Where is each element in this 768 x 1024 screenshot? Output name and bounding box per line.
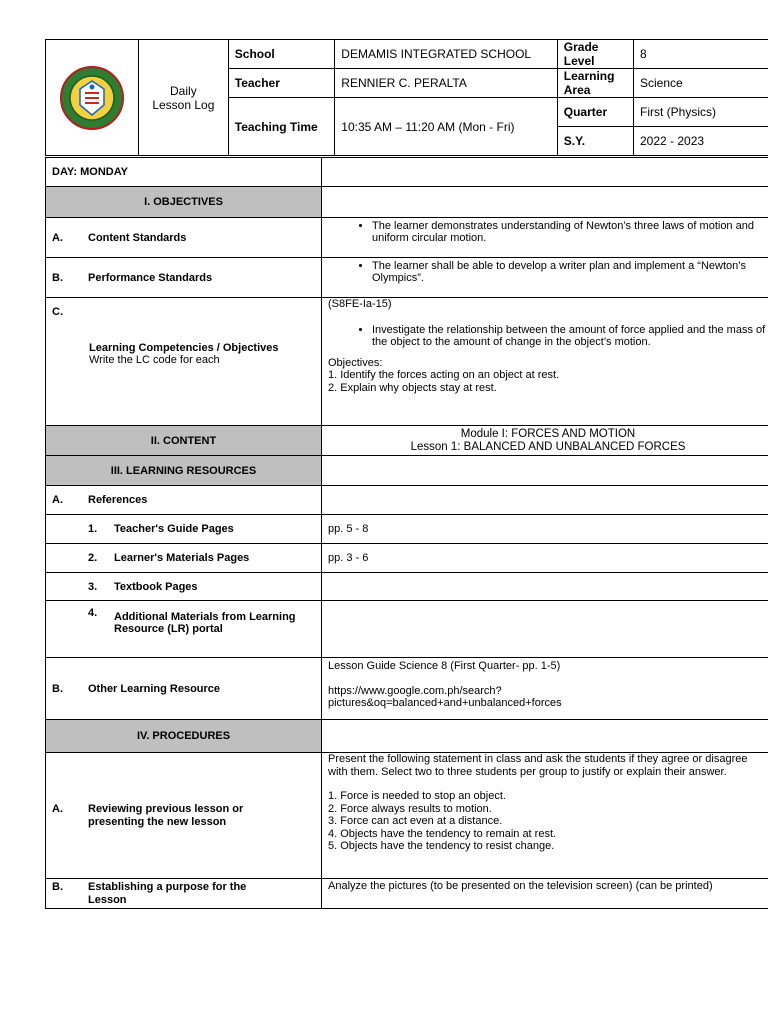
objectives-heading: I. OBJECTIVES	[46, 187, 322, 218]
competencies-sublabel: Write the LC code for each	[89, 354, 220, 366]
establishing-purpose-text: Analyze the pictures (to be presented on the television screen) (can be printed)	[322, 879, 768, 909]
textbook-pages-label-cell: 3. Textbook Pages	[46, 573, 322, 601]
review-intro: Present the following statement in class and ask the students if they agree or disagree with them. Select two to three students per group to justify or explain their answer.	[328, 753, 748, 778]
additional-materials-empty-cell	[322, 601, 768, 658]
list-item: 5. Objects have the tendency to resist change.	[328, 840, 555, 852]
teachers-guide-value: pp. 5 - 8	[322, 515, 768, 544]
additional-materials-label-cell: 4. Additional Materials from Learning Resource (LR) portal	[46, 601, 322, 658]
day-empty-cell	[322, 158, 768, 187]
establishing-purpose-label: Establishing a purpose for the	[88, 881, 247, 893]
resource-url-line2: pictures&oq=balanced+and+unbalanced+forces	[328, 697, 562, 709]
competencies-label-cell: C. Learning Competencies / Objectives Write the LC code for each	[46, 298, 322, 426]
content-heading: II. CONTENT	[46, 426, 322, 456]
performance-standards-text: • The learner shall be able to develop a writer plan and implement a “Newton’s Olympics”.	[372, 260, 768, 284]
textbook-pages-label: Textbook Pages	[114, 580, 198, 593]
competencies-label: Learning Competencies / Objectives	[89, 342, 279, 354]
teachers-guide-label-cell: 1. Teacher's Guide Pages	[46, 515, 322, 544]
content-standards-label-cell: A. Content Standards	[46, 218, 322, 258]
references-label: References	[88, 494, 148, 506]
school-logo-cell	[46, 40, 139, 156]
learning-area-value: Science	[634, 69, 768, 98]
school-value: DEMAMIS INTEGRATED SCHOOL	[335, 40, 557, 69]
day-label: DAY: MONDAY	[46, 158, 322, 187]
school-seal-logo	[59, 65, 125, 131]
competency-bullet: • Investigate the relationship between the amount of force applied and the mass of the object to the amount of change in the object’s motion.	[372, 324, 768, 348]
teacher-label: Teacher	[228, 69, 335, 98]
learning-resources-heading: III. LEARNING RESOURCES	[46, 456, 322, 486]
grade-level-value: 8	[634, 40, 768, 69]
teaching-time-label: Teaching Time	[228, 98, 335, 156]
learning-resources-empty-cell	[322, 456, 768, 486]
header-table	[45, 39, 768, 156]
learning-area-label: Learning Area	[557, 69, 633, 98]
other-resource-label: Other Learning Resource	[88, 682, 221, 695]
teachers-guide-label: Teacher's Guide Pages	[114, 523, 234, 535]
textbook-pages-empty-cell	[322, 573, 768, 601]
list-item: 3. Force can act even at a distance.	[328, 815, 503, 827]
objective-1: 1. Identify the forces acting on an object at rest.	[328, 369, 560, 381]
review-items-list	[328, 790, 768, 853]
resource-url-line1: https://www.google.com.ph/search?	[328, 684, 502, 697]
content-text-cell	[322, 426, 768, 456]
review-lesson-text-cell	[322, 753, 768, 879]
performance-standards-text-cell	[322, 258, 768, 298]
content-standards-text-cell	[322, 218, 768, 258]
school-label: School	[228, 40, 335, 69]
review-lesson-label-cell: A. Reviewing previous lesson or presenting the new lesson	[46, 753, 322, 879]
list-item: 1. Force is needed to stop an object.	[328, 790, 506, 802]
grade-level-label: Grade Level	[557, 40, 633, 69]
lc-code: (S8FE-Ia-15)	[328, 298, 392, 310]
lesson-log-table	[45, 157, 768, 909]
sy-label: S.Y.	[557, 127, 633, 156]
content-standards-label: Content Standards	[88, 231, 187, 244]
sy-value: 2022 - 2023	[634, 127, 768, 156]
objective-2: 2. Explain why objects stay at rest.	[328, 381, 497, 394]
learners-materials-label: Learner's Materials Pages	[114, 552, 250, 564]
procedures-empty-cell	[322, 720, 768, 753]
other-resource-text-cell	[322, 658, 768, 720]
references-label-cell: A. References	[46, 486, 322, 515]
teacher-value: RENNIER C. PERALTA	[335, 69, 557, 98]
teaching-time-value: 10:35 AM – 11:20 AM (Mon - Fri)	[335, 98, 557, 156]
module-title: Module I: FORCES AND MOTION	[460, 428, 636, 440]
other-resource-label-cell: B. Other Learning Resource	[46, 658, 322, 720]
lesson-guide-ref: Lesson Guide Science 8 (First Quarter- pp. 1-5)	[328, 660, 561, 672]
quarter-label: Quarter	[557, 98, 633, 127]
additional-materials-label: Additional Materials from Learning	[114, 611, 296, 623]
quarter-value: First (Physics)	[634, 98, 768, 127]
competencies-text-cell	[322, 298, 768, 426]
performance-standards-label: Performance Standards	[88, 271, 213, 284]
learners-materials-label-cell: 2. Learner's Materials Pages	[46, 544, 322, 573]
list-item: 4. Objects have the tendency to remain at rest.	[328, 827, 557, 840]
references-empty-cell	[322, 486, 768, 515]
objectives-title: Objectives:	[328, 356, 383, 369]
list-item: 2. Force always results to motion.	[328, 802, 492, 815]
objectives-empty-cell	[322, 187, 768, 218]
content-standards-text: • The learner demonstrates understanding of Newton’s three laws of motion and uniform circular motion.	[372, 220, 768, 244]
review-lesson-label: Reviewing previous lesson or	[88, 803, 244, 815]
procedures-heading: IV. PROCEDURES	[46, 720, 322, 753]
daily-lesson-log-title: Daily Lesson Log	[138, 40, 228, 156]
establishing-purpose-label-cell: B. Establishing a purpose for the Lesson	[46, 879, 322, 909]
performance-standards-label-cell: B. Performance Standards	[46, 258, 322, 298]
learners-materials-value: pp. 3 - 6	[322, 544, 768, 573]
lesson-title: Lesson 1: BALANCED AND UNBALANCED FORCES	[410, 440, 686, 453]
